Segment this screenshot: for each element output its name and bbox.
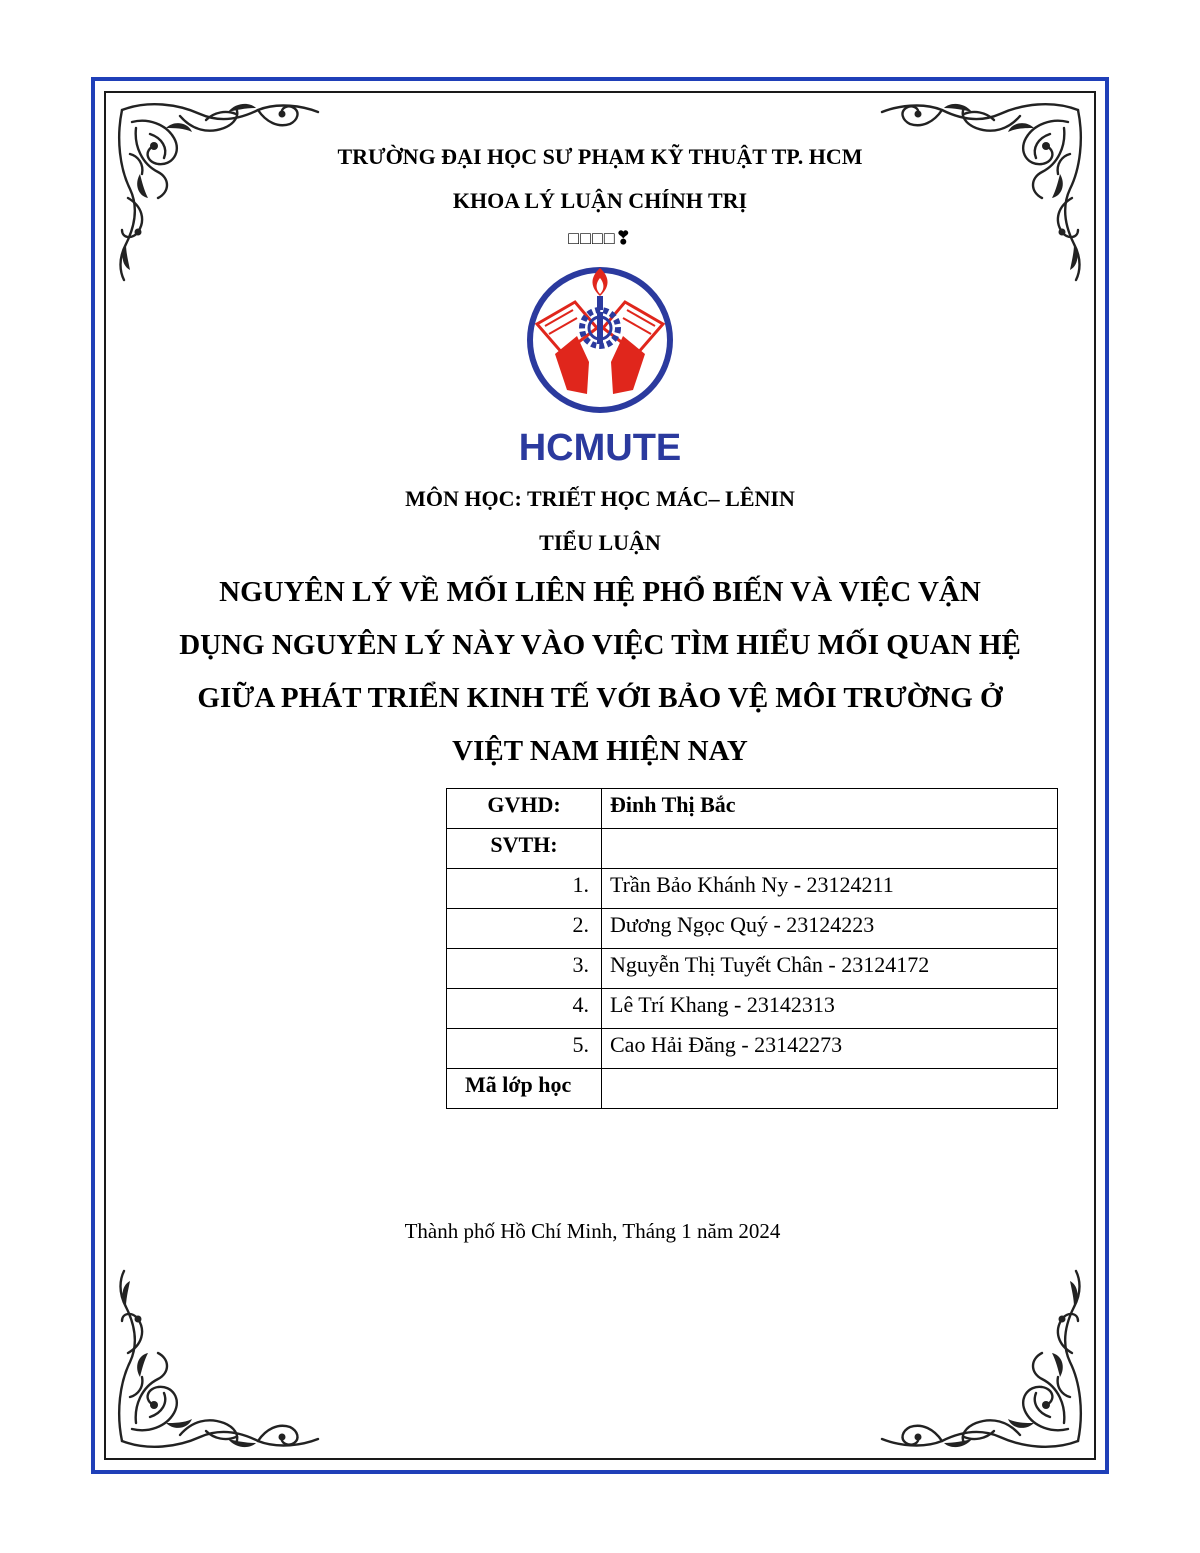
- corner-ornament-bottom-left: [108, 1267, 323, 1457]
- info-table: [446, 788, 1058, 1109]
- student-name: Dương Ngọc Quý - 23124223: [602, 909, 1058, 949]
- table-row: [447, 829, 1058, 869]
- table-row: [447, 869, 1058, 909]
- student-number: 3.: [447, 949, 602, 989]
- gvhd-label: GVHD:: [447, 789, 602, 829]
- ornament-glyphs: □□□□❣: [568, 228, 632, 248]
- student-name: Nguyễn Thị Tuyết Chân - 23124172: [602, 949, 1058, 989]
- svth-value: [602, 829, 1058, 869]
- student-number: 1.: [447, 869, 602, 909]
- student-number: 5.: [447, 1029, 602, 1069]
- table-row: [447, 1069, 1058, 1109]
- class-code-label: Mã lớp học: [447, 1069, 602, 1109]
- place-date: Thành phố Hồ Chí Minh, Tháng 1 năm 2024: [404, 1219, 781, 1243]
- svth-label: SVTH:: [447, 829, 602, 869]
- student-number: 4.: [447, 989, 602, 1029]
- table-row: [447, 1029, 1058, 1069]
- title-line: NGUYÊN LÝ VỀ MỐI LIÊN HỆ PHỔ BIẾN VÀ VIỆC VẬN: [219, 576, 981, 608]
- faculty-name: KHOA LÝ LUẬN CHÍNH TRỊ: [452, 188, 748, 213]
- logo-text: HCMUTE: [518, 427, 682, 469]
- table-row: [447, 949, 1058, 989]
- student-number: 2.: [447, 909, 602, 949]
- title-line: GIỮA PHÁT TRIỂN KINH TẾ VỚI BẢO VỆ MÔI TRƯỜNG Ở: [197, 682, 1003, 714]
- document-type: TIỂU LUẬN: [539, 530, 661, 555]
- essay-title: [130, 566, 1070, 778]
- student-name: Cao Hải Đăng - 23142273: [602, 1029, 1058, 1069]
- gvhd-value: Đinh Thị Bắc: [602, 789, 1058, 829]
- title-line: VIỆT NAM HIỆN NAY: [452, 735, 748, 767]
- student-name: Lê Trí Khang - 23142313: [602, 989, 1058, 1029]
- table-row: [447, 909, 1058, 949]
- university-name: TRƯỜNG ĐẠI HỌC SƯ PHẠM KỸ THUẬT TP. HCM: [337, 144, 863, 169]
- class-code-value: [602, 1069, 1058, 1109]
- corner-ornament-bottom-right: [877, 1267, 1092, 1457]
- table-row: [447, 989, 1058, 1029]
- title-line: DỤNG NGUYÊN LÝ NÀY VÀO VIỆC TÌM HIỂU MỐI QUAN HỆ: [179, 629, 1021, 661]
- table-row: [447, 789, 1058, 829]
- course-subject: MÔN HỌC: TRIẾT HỌC MÁC– LÊNIN: [405, 486, 795, 511]
- hcmute-logo: [515, 262, 685, 472]
- student-name: Trần Bảo Khánh Ny - 23124211: [602, 869, 1058, 909]
